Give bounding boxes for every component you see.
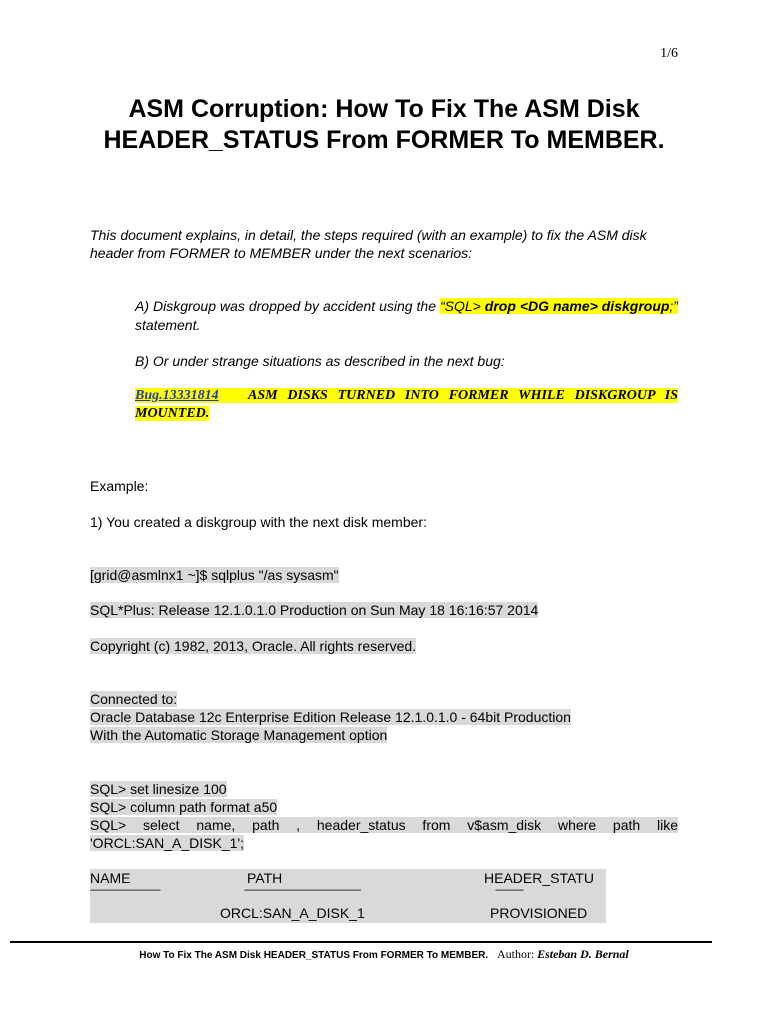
footer-author-name: Esteban D. Bernal [537, 947, 629, 961]
sql-line-2 [90, 798, 678, 816]
sqlplus-command [90, 566, 339, 584]
sqlplus-command-text: [grid@asmlnx1 ~]$ sqlplus "/as sysasm" [90, 567, 339, 583]
copyright-text: Copyright (c) 1982, 2013, Oracle. All rights reserved. [90, 638, 417, 654]
result-header-name: NAME [90, 870, 131, 886]
bug-link[interactable]: Bug.13331814 [135, 388, 219, 403]
result-separator-1: ------------------------------ [90, 885, 160, 896]
sql-line-1 [90, 780, 678, 798]
sqlplus-release-text: SQL*Plus: Release 12.1.0.1.0 Production on Sun May 18 16:16:57 2014 [90, 602, 539, 618]
query-result [90, 869, 606, 923]
sql-commands [90, 780, 678, 852]
result-header-status: HEADER_STATU [484, 870, 594, 886]
sql-line-1-text: SQL> set linesize 100 [90, 781, 227, 797]
page-footer [0, 947, 768, 963]
bug-reference [135, 387, 678, 423]
bug-description: ASM DISKS TURNED INTO FORMER WHILE DISKGROUP IS MOUNTED. [135, 388, 678, 421]
scenario-a-quote-open: “SQL> [439, 298, 485, 314]
intro-paragraph: This document explains, in detail, the steps required (with an example) to fix the ASM disk header from FORMER to MEMBER under the next scenarios: [90, 227, 647, 261]
footer-author-label: Author: [496, 947, 535, 961]
connected-line-1 [90, 690, 678, 708]
connected-line-2-text: Oracle Database 12c Enterprise Edition Release 12.1.0.1.0 - 64bit Production [90, 709, 571, 725]
result-row-path: ORCL:SAN_A_DISK_1 [220, 905, 365, 921]
connected-block [90, 690, 678, 744]
connected-line-3-text: With the Automatic Storage Management option [90, 727, 388, 743]
connected-line-2 [90, 708, 678, 726]
scenario-b: B) Or under strange situations as described in the next bug: [135, 353, 505, 369]
scenario-a-highlight [440, 298, 678, 314]
page-number: 1/6 [660, 46, 678, 61]
result-header-path: PATH [247, 870, 283, 886]
sql-line-2-text: SQL> column path format a50 [90, 799, 278, 815]
connected-line-1-text: Connected to: [90, 691, 178, 707]
result-separator-2: -------------------------------------------------- [244, 885, 361, 896]
copyright-line [90, 637, 416, 655]
sql-line-3 [90, 816, 678, 852]
example-label: Example: [90, 478, 149, 494]
document-title: ASM Corruption: How To Fix The ASM Disk HEADER_STATUS From FORMER To MEMBER. [103, 95, 665, 154]
step-1: 1) You created a diskgroup with the next disk member: [90, 514, 427, 530]
scenario-a-quote-close: ;” [669, 298, 678, 314]
connected-line-3 [90, 726, 678, 744]
footer-rule [10, 941, 712, 943]
result-separator-3: ------------ [495, 885, 523, 896]
sql-line-3-text: SQL> select name, path , header_status from v$asm_disk where path like 'ORCL:SAN_A_DISK_1'; [90, 817, 678, 851]
scenario-a [135, 297, 678, 335]
sqlplus-release [90, 601, 538, 619]
footer-title: How To Fix The ASM Disk HEADER_STATUS From FORMER To MEMBER. [139, 950, 489, 961]
result-row-status: PROVISIONED [490, 905, 588, 921]
scenario-a-suffix: statement. [135, 317, 201, 333]
bug-highlight [135, 388, 678, 421]
scenario-a-command: drop <DG name> diskgroup [484, 298, 670, 314]
scenario-a-prefix: A) Diskgroup was dropped by accident using the [135, 298, 440, 314]
